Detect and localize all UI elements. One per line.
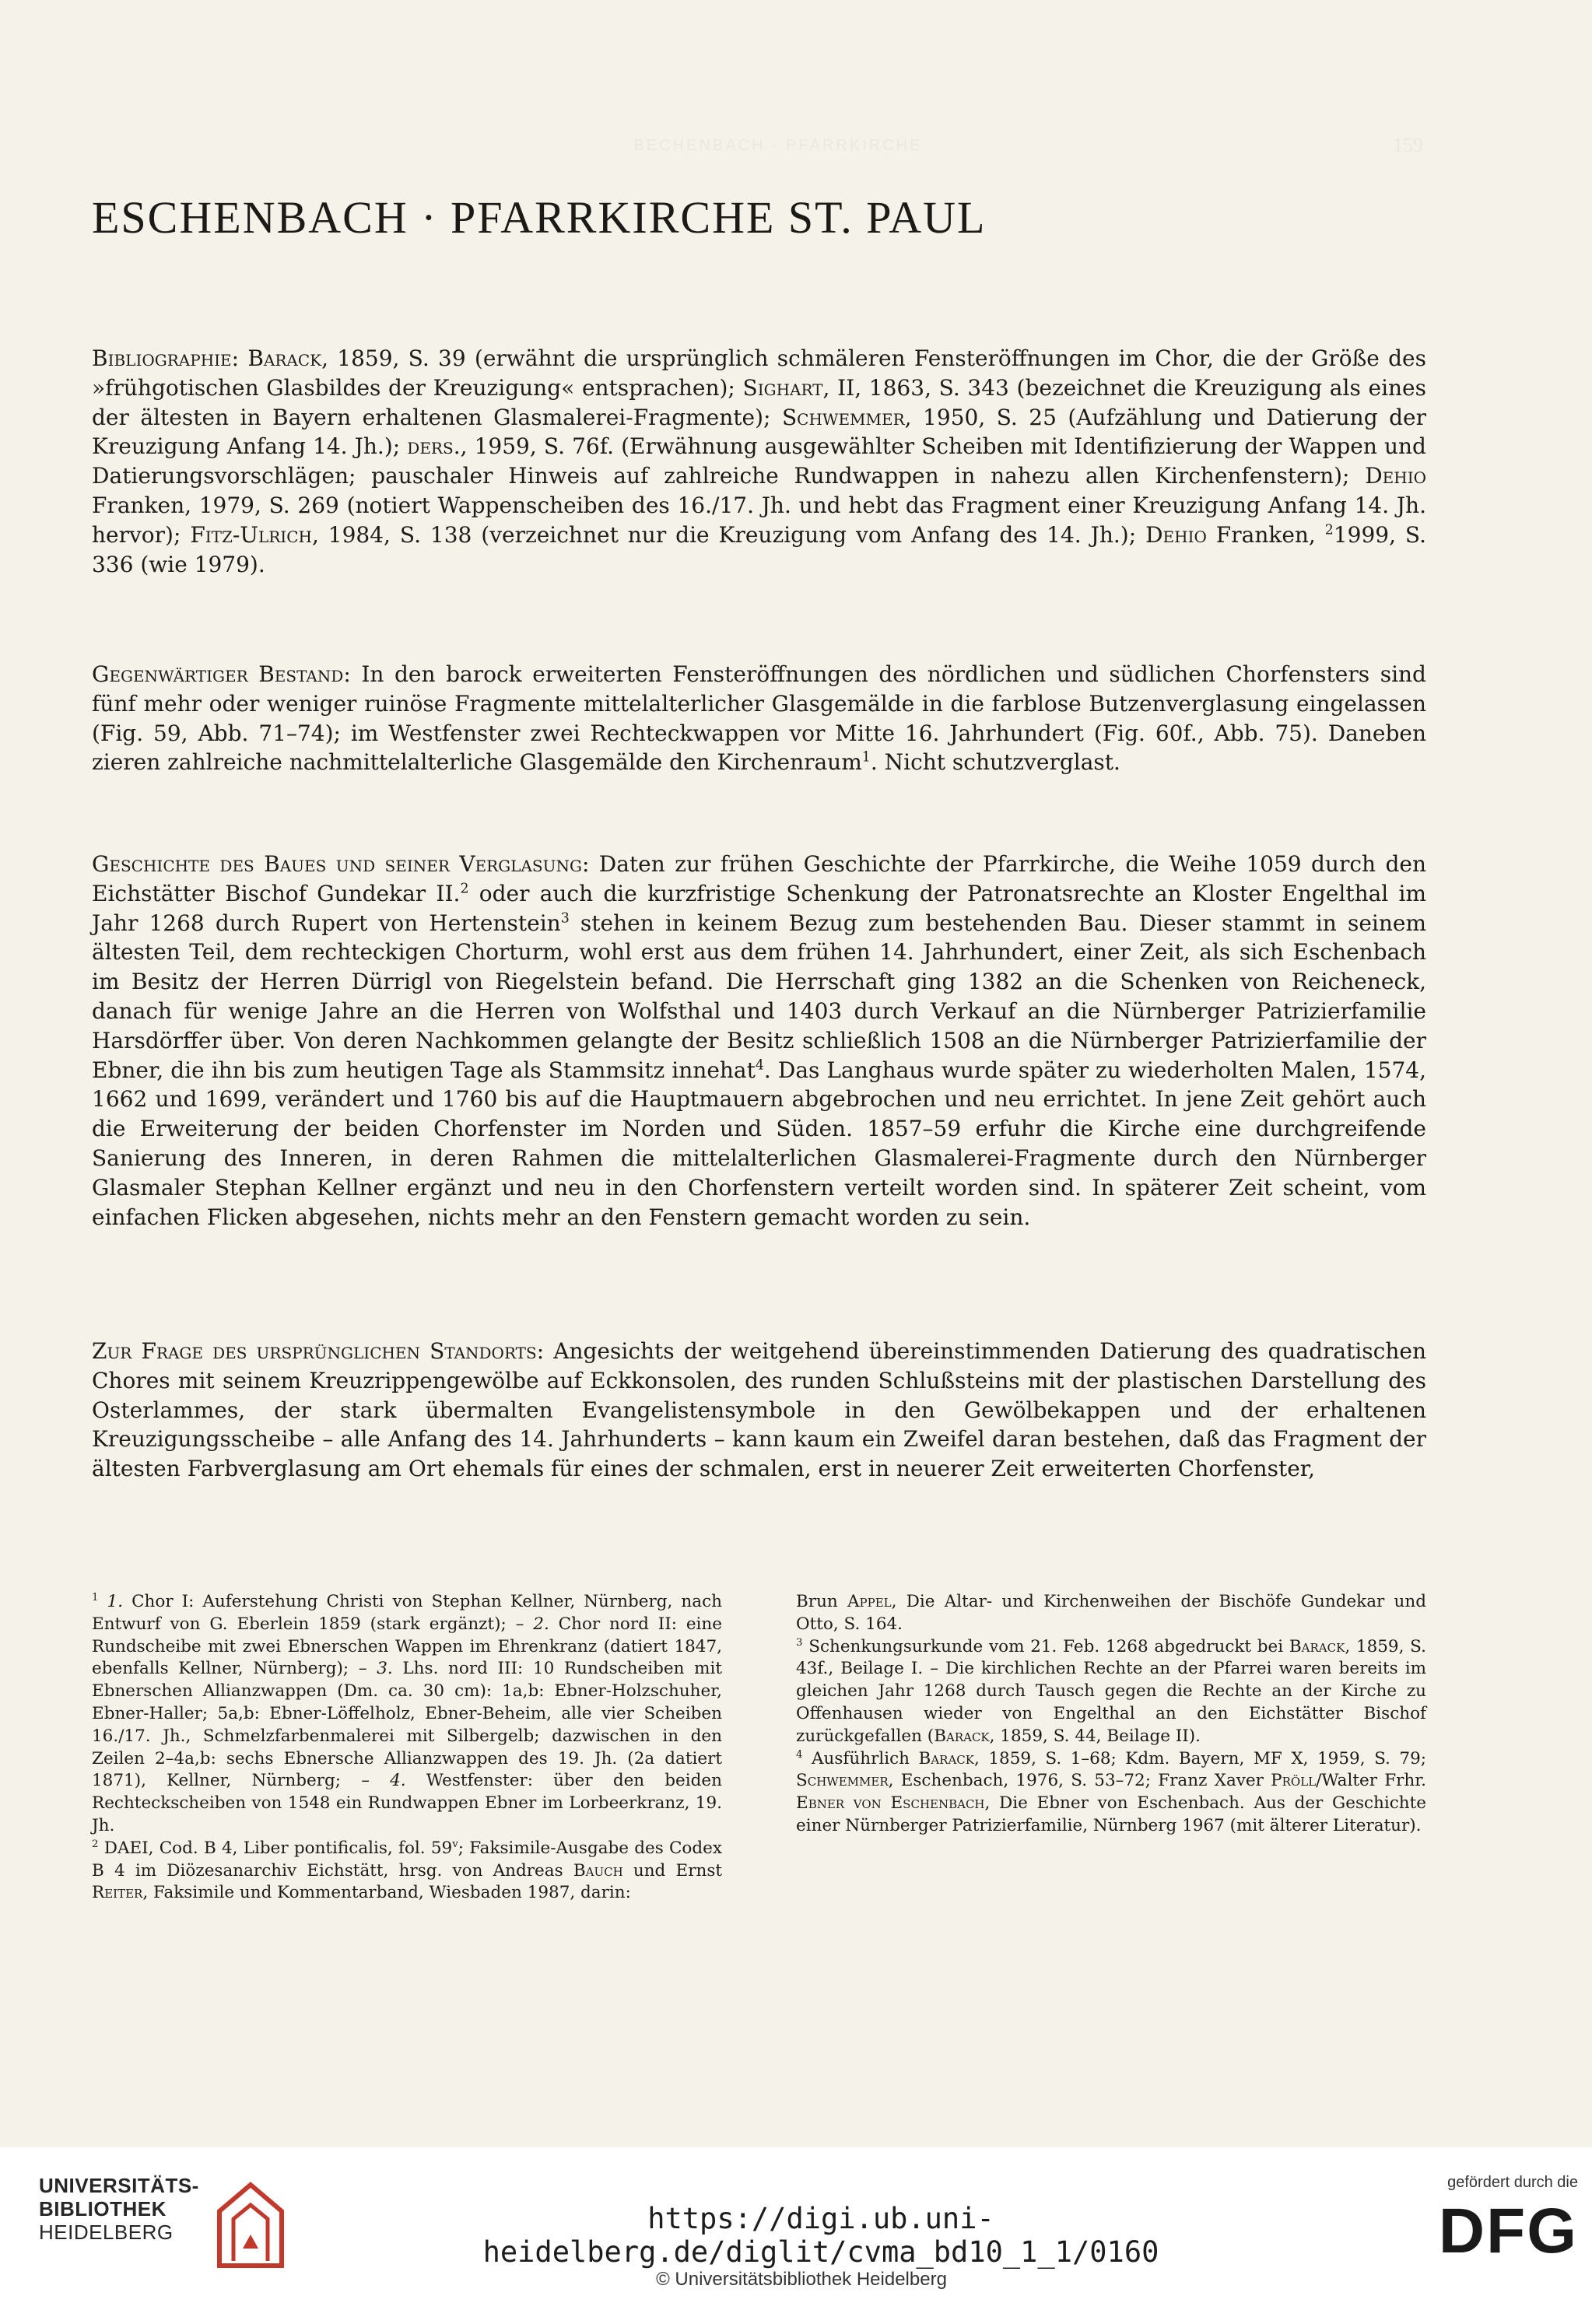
item-number: 2. [533,1614,549,1634]
item-number: 1. [107,1592,124,1611]
text-run: Brun [796,1592,847,1611]
text-run: Franken, [1206,521,1325,548]
ub-logo-mark-icon [212,2174,289,2273]
author-name: Barack [247,345,322,371]
text-run: Lhs. nord III: 10 Rundscheiben mit Ebnerschen Allianzwappen (Dm. ca. 30 cm): 1a,b: Ebner-Holzschuher, Ebner-Haller; 5a,b: Ebner-Löffelholz, Ebner-Beheim, alle vier Scheiben 16./17. Jh., Schmelzfarbenmalerei mit Silbergelb; dazwischen in den Zeilen 2–4a,b: sechs Ebnersche Allianzwappen des 19. Jh. (2a datiert 1871), Kellner, Nürnberg; – [92,1659,723,1791]
author-name: ders. [407,433,461,460]
section-label: Geschichte des Baues und seiner Verglasung: [92,851,590,877]
ub-heidelberg-logo[interactable] [39,2174,311,2275]
running-head: BECHENBACH · PFARRKIRCHE [633,137,923,154]
footnotes [92,1591,1426,1905]
author-name: Reiter [92,1883,143,1903]
footnote-ref: v [452,1838,458,1850]
dfg-funded-label: gefördert durch die [1447,2174,1578,2191]
logo-line-2: BIBLIOTHEK [39,2197,167,2221]
text-run: . Das Langhaus wurde später zu wiederholten Malen, 1574, 1662 und 1699, verändert und 1760 bis auf die Hauptmauern abgebrochen und neu errichtet. In jene Zeit gehört auch die Erweiterung der beiden Chorfenster im Norden und Süden. 1857–59 erfuhr die Kirche eine durchgreifende Sanierung des Inneren, in deren Rahmen die mittelalterlichen Glasmalerei-Fragmente durch den Nürnberger Glasmaler Stephan Kellner ergänzt und neu in den Chorfenstern verteilt worden sind. In späterer Zeit scheint, vom einfachen Flicken abgesehen, nichts mehr an den Fenstern gemacht worden zu sein. [92,1057,1426,1230]
text-run: , Faksimile und Kommentarband, Wiesbaden 1987, darin: [142,1883,631,1903]
text-run: , Die Ebner von Eschenbach. Aus der Geschichte einer Nürnberger Patrizierfamilie, Nürnberg 1967 (mit älterer Literatur). [796,1793,1426,1835]
author-name: Dehio [1365,463,1426,489]
text-run: DAEI, Cod. B 4, Liber pontificalis, fol. 59 [98,1838,453,1858]
text-run: ; Faksimile-Ausgabe des Codex B 4 im Diözesanarchiv Eichstätt, hrsg. von Andreas [92,1838,722,1881]
footnote-ref: 2 [460,881,469,897]
author-name: Pröll [1271,1771,1317,1791]
text-run: , 1859, S. 44, Beilage II). [989,1726,1201,1746]
text-run: Ausführlich [802,1748,919,1768]
item-number: 3. [377,1659,393,1679]
text-run: . Nicht schutzverglast. [870,749,1120,776]
text-run: oder auch die kurzfristige Schenkung der Patronatsrechte an Kloster Engelthal im Jahr 1268 durch Rupert von Hertenstein [92,880,1426,936]
page-title: ESCHENBACH · PFARRKIRCHE ST. PAUL [92,192,987,243]
footnote-ref: 2 [1324,522,1334,538]
text-run: , 1959, S. 76f. (Erwähnung ausgewählter Scheiben mit Identifizierung der Wappen und Datierungsvorschlägen; pauschaler Hinweis auf zahlreiche Rundwappen in nahezu allen Kirchenfenstern); [92,433,1426,489]
text-run [98,1592,107,1611]
section-label: Zur Frage des ursprünglichen Standorts: [92,1338,545,1364]
section-standort [92,1337,1426,1484]
footnotes-left-column [92,1591,722,1905]
text-run: Chor I: Auferstehung Christi von Stephan Kellner, Nürnberg, nach Entwurf von G. Eberlein 1859 (stark ergänzt); – [92,1592,722,1634]
author-name: Fitz-Ulrich [190,521,312,548]
page-number: 159 [1393,134,1423,156]
text-run: , 1859, S. 43f., Beilage I. – Die kirchlichen Rechte an der Pfarrei waren bereits im gleichen Jahr 1268 durch Tausch gegen die Rechte an der Kirche zu Offenhausen wieder von Engelthal an den Eichstätter Bischof zurückgefallen ( [796,1636,1426,1746]
text-run: , 1859, S. 39 (erwähnt die ursprünglich schmäleren Fensteröffnungen im Chor, die der Größe des »frühgotischen Glasbildes der Kreuzigung« entsprachen); [92,345,1426,401]
section-label: Gegenwärtiger Bestand: [92,661,351,687]
footnote [796,1636,1426,1748]
text-run: , Eschenbach, 1976, S. 53–72; Franz Xaver [888,1771,1271,1791]
text-run: /Walter Frhr. [1316,1771,1426,1791]
text-run: In den barock erweiterten Fensteröffnungen des nördlichen und südlichen Chorfensters sind fünf mehr oder weniger ruinöse Fragmente mittelalterlicher Glasgemälde in die farblose Butzenverglasung eingelassen (Fig. 59, Abb. 71–74); im Westfenster zwei Rechteckwappen vor Mitte 16. Jahrhundert (Fig. 60f., Abb. 75). Daneben zieren zahlreiche nachmittelalterliche Glasgemälde den Kirchenraum [92,661,1426,776]
footnote-ref: 3 [796,1636,803,1649]
text-run: Franken, 1979, S. 269 (notiert Wappenscheiben des 16./17. Jh. und hebt das Fragment einer Kreuzigung Anfang 14. Jh. hervor); [92,492,1426,548]
section-bibliographie [92,344,1426,579]
logo-line-3: HEIDELBERG [39,2221,174,2244]
footnote [796,1591,1426,1636]
author-name: Sighart [742,374,823,401]
author-name: Schwemmer [781,404,905,430]
text-run: Chor nord II: eine Rundscheibe mit zwei Ebnerschen Wappen im Ehrenkranz (datiert 1847, ebenfalls Kellner, Nürnberg); – [92,1614,723,1679]
text-run: und Ernst [622,1860,722,1881]
item-number: 4. [390,1771,406,1791]
document-url-link[interactable]: https://digi.ub.uni-heidelberg.de/diglit/cvma_bd10_1_1/0160 [482,2202,1159,2269]
text-run: , 1950, S. 25 (Aufzählung und Datierung der Kreuzigung Anfang 14. Jh.); [92,404,1426,460]
text-run: stehen in keinem Bezug zum bestehenden Bau. Dieser stammt in seinem ältesten Teil, dem rechteckigen Chorturm, wohl erst aus dem frühen 14. Jahrhundert, einer Zeit, als sich Eschenbach im Besitz der Herren Dürrigl von Riegelstein befand. Die Herrschaft ging 1382 an die Schenken von Reicheneck, danach für wenige Jahre an die Herren von Wolfsthal und 1403 durch Verkauf an die Nürnberger Patrizierfamilie Harsdörffer über. Von deren Nachkommen gelangte der Besitz schließlich 1508 an die Nürnberger Patrizierfamilie der Ebner, die ihn bis zum heutigen Tage als Stammsitz innehat [92,910,1427,1083]
text-run: , 1859, S. 1–68; Kdm. Bayern, MF X, 1959, S. 79; [973,1748,1426,1768]
text-run: , II, 1863, S. 343 (bezeichnet die Kreuzigung als eines der ältesten in Bayern erhaltenen Glasmalerei-Fragmente); [92,374,1426,430]
text-run: 1999, S. 336 (wie 1979). [92,521,1426,577]
author-name: Schwemmer [796,1771,889,1791]
footnote-ref: 1 [92,1591,99,1604]
text-run: Westfenster: über den beiden Rechteckscheiben von 1548 ein Rundwappen Ebner im Lorbeerkranz, 19. Jh. [92,1771,722,1835]
ub-logo-text [39,2174,199,2244]
dfg-wordmark: DFG [1438,2196,1578,2266]
text-run: Schenkungsurkunde vom 21. Feb. 1268 abgedruckt bei [802,1636,1289,1656]
text-run: , Die Altar- und Kirchenweihen der Bischöfe Gundekar und Otto, S. 164. [796,1592,1426,1634]
logo-line-1: UNIVERSITÄTS- [39,2174,199,2197]
section-geschichte [92,850,1426,1232]
author-name: Barack [1289,1636,1345,1656]
author-name: Dehio [1145,521,1207,548]
author-name: Barack [934,1726,990,1746]
text-run: , 1984, S. 138 (verzeichnet nur die Kreuzigung vom Anfang des 14. Jh.); [311,521,1146,548]
footnote-ref: 2 [92,1838,99,1850]
dfg-logo[interactable] [1415,2174,1578,2266]
author-name: Bauch [573,1860,623,1881]
footnote-ref: 4 [755,1057,764,1074]
footnote-ref: 4 [796,1748,803,1761]
section-label: Bibliographie: [92,345,240,371]
footnotes-right-column [796,1591,1426,1905]
footnote [796,1748,1426,1838]
text-run: Angesichts der weitgehend übereinstimmenden Datierung des quadratischen Chores mit seinem Kreuzrippengewölbe auf Eckkonsolen, des runden Schlußsteins mit der plastischen Darstellung des Osterlammes, der stark übermalten Evangelistensymbole in den Gewölbekappen und der erhaltenen Kreuzigungsscheibe – alle Anfang des 14. Jahrhunderts – kann kaum ein Zweifel daran bestehen, daß das Fragment der ältesten Farbverglasung am Ort ehemals für eines der schmalen, erst in neuerer Zeit erweiterten Chorfenster, [92,1338,1426,1482]
author-name: Ebner von Eschenbach [796,1793,985,1814]
footnote-ref: 1 [861,750,871,766]
viewer-footer [0,2147,1592,2324]
author-name: Barack [918,1748,974,1768]
copyright-notice: © Universitätsbibliothek Heidelberg [656,2269,947,2290]
section-bestand [92,660,1426,777]
text-run: Daten zur frühen Geschichte der Pfarrkirche, die Weihe 1059 durch den Eichstätter Bischof Gundekar II. [92,851,1426,906]
footnote [92,1838,722,1905]
footnote [92,1591,722,1838]
footnote-ref: 3 [560,910,570,927]
author-name: Appel [847,1592,892,1611]
